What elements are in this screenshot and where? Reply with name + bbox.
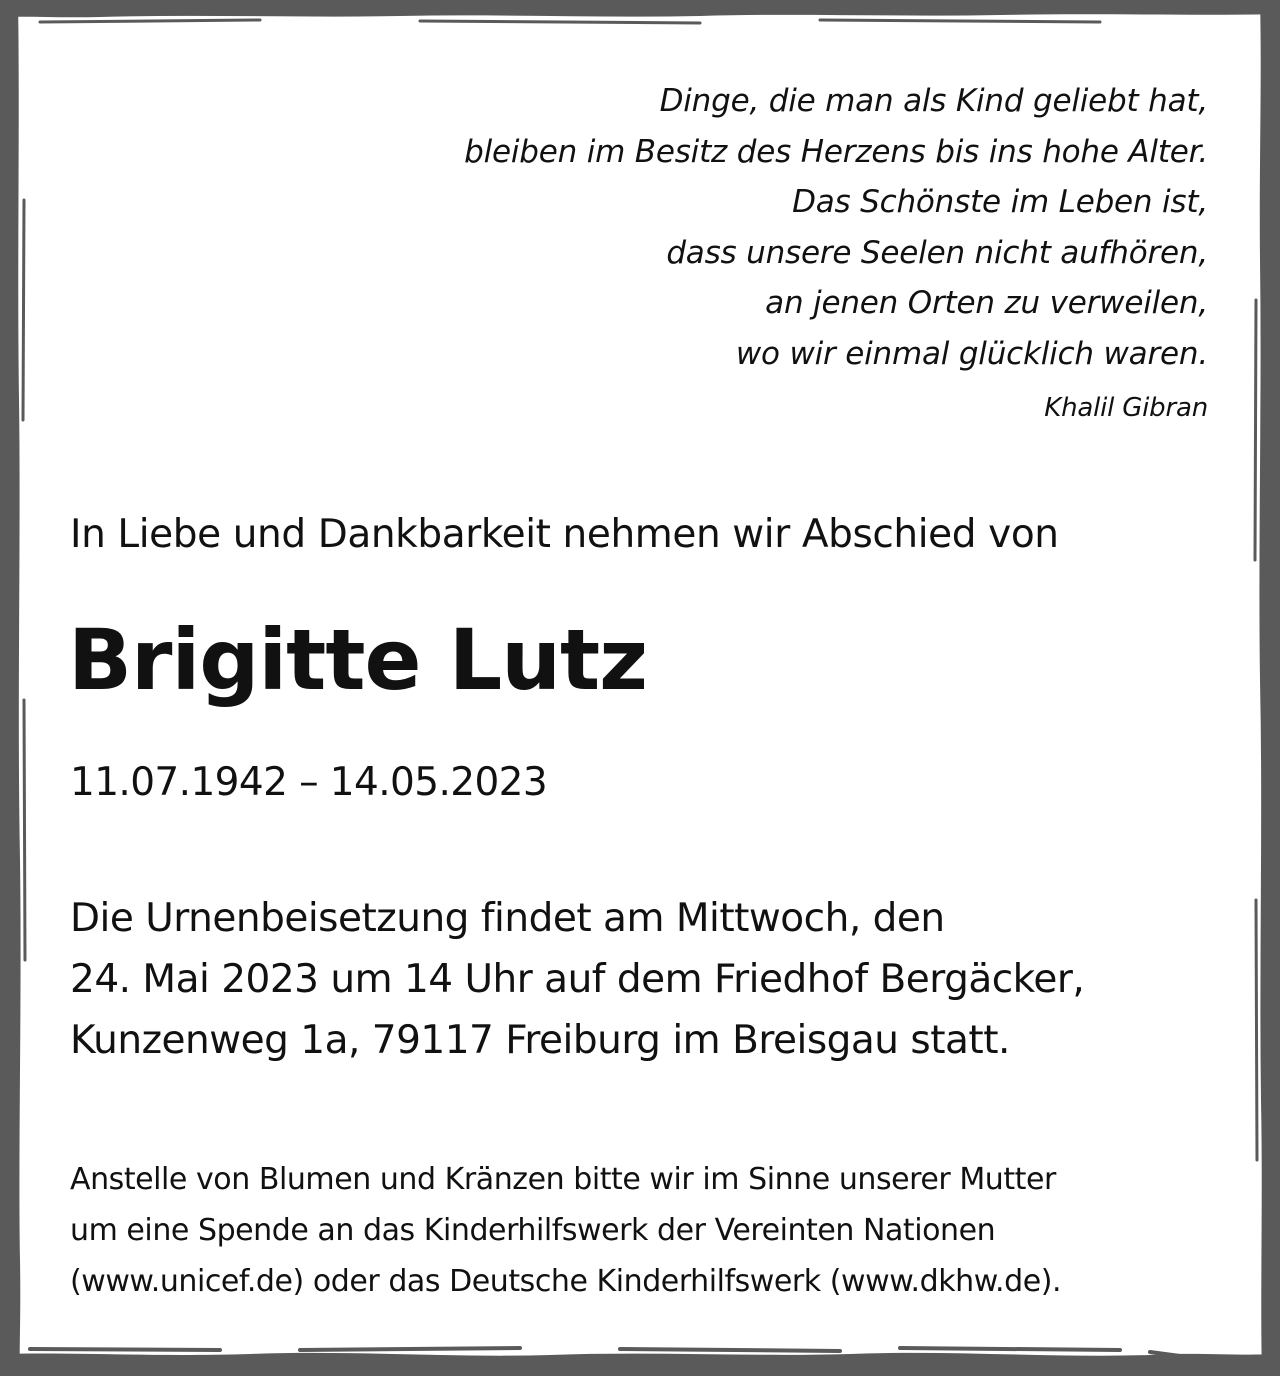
deceased-name: Brigitte Lutz (68, 611, 648, 709)
quote-line: bleiben im Besitz des Herzens bis ins hohe Alter. (464, 133, 1208, 170)
ceremony-notice (70, 888, 1084, 1071)
quote-line: Dinge, die man als Kind geliebt hat, (659, 83, 1208, 119)
life-dates: 11.07.1942 – 14.05.2023 (70, 760, 548, 805)
intro-text: In Liebe und Dankbarkeit nehmen wir Abschied von (70, 512, 1059, 557)
ceremony-line: 24. Mai 2023 um 14 Uhr auf dem Friedhof Bergäcker, (70, 957, 1085, 1002)
donation-line: (www.unicef.de) oder das Deutsche Kinderhilfswerk (www.dkhw.de). (70, 1264, 1062, 1299)
ceremony-line: Die Urnenbeisetzung findet am Mittwoch, den (70, 896, 945, 941)
quote-line: Das Schönste im Leben ist, (792, 184, 1208, 220)
donation-notice (70, 1154, 1061, 1307)
quote-block (308, 76, 1208, 379)
quote-author: Khalil Gibran (1044, 393, 1208, 423)
quote-line: wo wir einmal glücklich waren. (735, 335, 1208, 372)
donation-line: Anstelle von Blumen und Kränzen bitte wir im Sinne unserer Mutter (70, 1162, 1056, 1197)
quote-line: dass unsere Seelen nicht aufhören, (666, 234, 1208, 271)
donation-line: um eine Spende an das Kinderhilfswerk der Vereinten Nationen (70, 1213, 996, 1248)
ceremony-line: Kunzenweg 1a, 79117 Freiburg im Breisgau statt. (70, 1018, 1010, 1063)
quote-line: an jenen Orten zu verweilen, (765, 285, 1208, 321)
